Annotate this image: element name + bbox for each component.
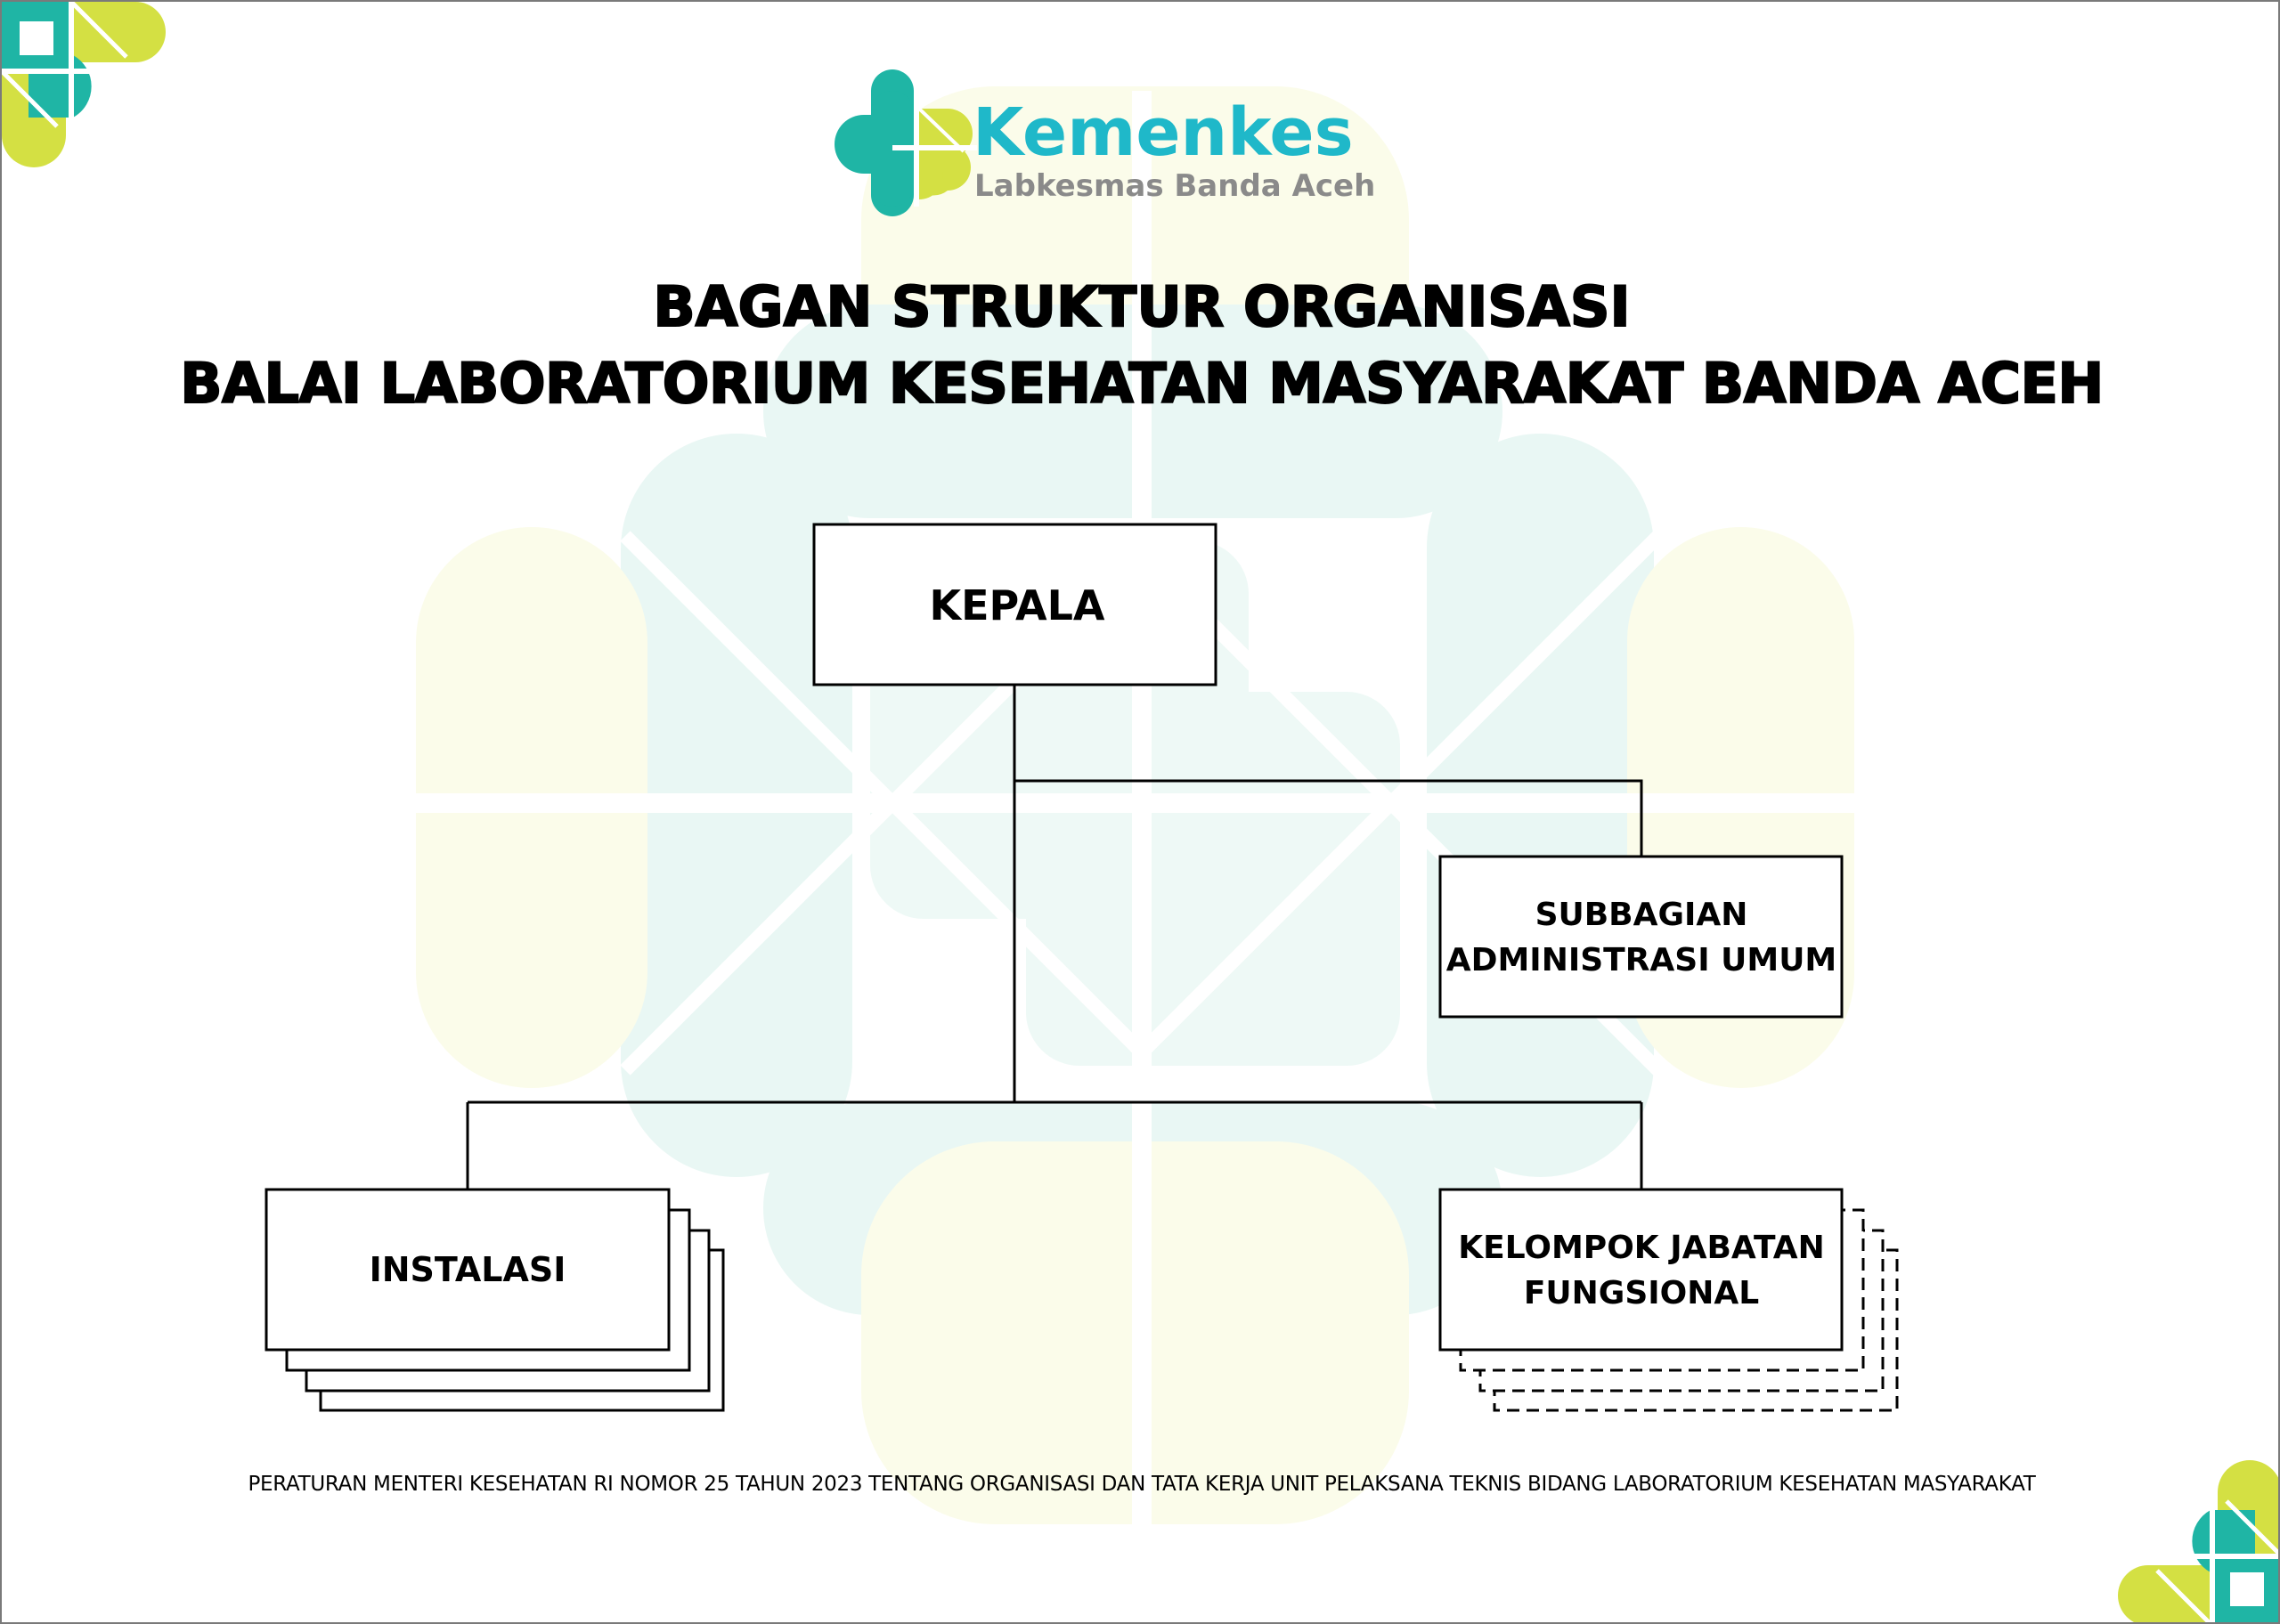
regulation-footnote: PERATURAN MENTERI KESEHATAN RI NOMOR 25 TAHUN 2023 TENTANG ORGANISASI DAN TATA KERJA UNIT PELAKSANA TEKNIS BIDANG LABORATORIUM KESEHATAN MASYARAKAT bbox=[248, 1473, 2036, 1496]
node-subbagian-label-line-2: ADMINISTRASI UMUM bbox=[1445, 942, 1837, 978]
title-line-1: BAGAN STRUKTUR ORGANISASI bbox=[653, 274, 1631, 339]
node-instalasi bbox=[266, 1190, 723, 1410]
node-subbagian-label-line-1: SUBBAGIAN bbox=[1535, 897, 1748, 933]
node-fungsional-label-line-2: FUNGSIONAL bbox=[1523, 1275, 1760, 1311]
logo-subtitle-text: Labkesmas Banda Aceh bbox=[974, 168, 1376, 204]
node-instalasi-label: INSTALASI bbox=[369, 1250, 566, 1289]
connector-to-subbagian bbox=[1014, 781, 1641, 857]
node-kelompok-jabatan-fungsional bbox=[1440, 1190, 1897, 1410]
node-kepala bbox=[814, 524, 1216, 685]
org-chart bbox=[2, 2, 2280, 1624]
logo-brand-text: Kemenkes bbox=[973, 94, 1354, 171]
node-kepala-label: KEPALA bbox=[929, 581, 1105, 629]
node-subbagian-administrasi-umum bbox=[1440, 857, 1842, 1017]
title-line-2: BALAI LABORATORIUM KESEHATAN MASYARAKAT BANDA ACEH bbox=[180, 351, 2104, 416]
node-fungsional-label-line-1: KELOMPOK JABATAN bbox=[1458, 1230, 1825, 1266]
